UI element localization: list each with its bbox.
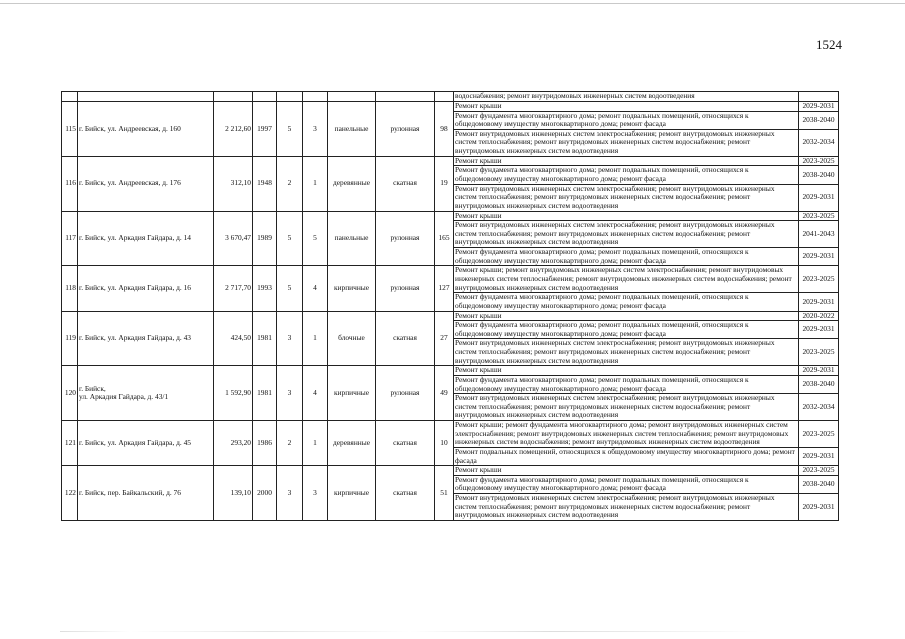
work-period: 2029-2031 (799, 366, 839, 376)
floors-cell: 5 (277, 266, 303, 311)
work-period: 2023-2025 (799, 266, 839, 293)
work-period: 2023-2025 (799, 466, 839, 476)
work-period: 2032-2034 (799, 129, 839, 156)
work-description: Ремонт крыши (454, 466, 799, 476)
year-cell: 1997 (253, 102, 277, 157)
wall-material-cell: кирпичные (328, 266, 376, 311)
work-period: 2029-2031 (799, 293, 839, 311)
residents-cell: 165 (435, 211, 454, 266)
work-period: 2038-2040 (799, 475, 839, 493)
table-row (62, 421, 839, 448)
row-number: 119 (62, 311, 78, 366)
roof-type-cell: рулонная (376, 102, 435, 157)
table-row (62, 156, 839, 166)
area-cell: 139,10 (214, 466, 253, 521)
entrances-cell: 1 (303, 311, 328, 366)
address-cell: г. Бийск, пер. Байкальский, д. 76 (78, 466, 214, 521)
work-description: Ремонт фундамента многоквартирного дома; ремонт подвальных помещений, относящихся к общедомовому имуществу многоквартирного дома; ремонт фасада (454, 248, 799, 266)
work-period: 2029-2031 (799, 248, 839, 266)
work-period: 2023-2025 (799, 156, 839, 166)
work-description: Ремонт внутридомовых инженерных систем электроснабжения; ремонт внутридомовых инженерных систем теплоснабжения; ремонт внутридомовых инженерных систем водоснабжения; ремонт внутридомовых инженерных систем водоотведения (454, 129, 799, 156)
scan-top-edge (0, 3, 905, 4)
entrances-cell: 3 (303, 466, 328, 521)
empty-cell (328, 92, 376, 102)
work-description: Ремонт фундамента многоквартирного дома; ремонт подвальных помещений, относящихся к общедомовому имуществу многоквартирного дома; ремонт фасада (454, 293, 799, 311)
work-period: 2029-2031 (799, 321, 839, 339)
roof-type-cell: скатная (376, 311, 435, 366)
roof-type-cell: скатная (376, 421, 435, 466)
floors-cell: 5 (277, 102, 303, 157)
year-cell: 1993 (253, 266, 277, 311)
residents-cell: 10 (435, 421, 454, 466)
address-line-1: г. Бийск, (79, 383, 106, 393)
table-row (62, 311, 839, 321)
work-period: 2038-2040 (799, 375, 839, 393)
table-row (62, 266, 839, 293)
year-cell: 1948 (253, 156, 277, 211)
work-description: Ремонт крыши; ремонт внутридомовых инженерных систем электроснабжения; ремонт внутридомовых инженерных систем теплоснабжения; ремонт внутридомовых инженерных систем водоснабжения; ремонт внутридомовых инженерных систем водоотведения (454, 266, 799, 293)
work-period: 2020-2022 (799, 311, 839, 321)
address-cell: г. Бийск, ул. Аркадия Гайдара, д. 45 (78, 421, 214, 466)
roof-type-cell: рулонная (376, 266, 435, 311)
work-period: 2029-2031 (799, 102, 839, 112)
empty-cell (277, 92, 303, 102)
wall-material-cell: кирпичные (328, 466, 376, 521)
year-cell: 1981 (253, 366, 277, 421)
entrances-cell: 1 (303, 421, 328, 466)
table-row (62, 466, 839, 476)
row-number: 117 (62, 211, 78, 266)
empty-cell (303, 92, 328, 102)
work-description: Ремонт фундамента многоквартирного дома; ремонт подвальных помещений, относящихся к общедомовому имуществу многоквартирного дома; ремонт фасада (454, 111, 799, 129)
row-number: 115 (62, 102, 78, 157)
work-description: Ремонт фундамента многоквартирного дома; ремонт подвальных помещений, относящихся к общедомовому имуществу многоквартирного дома; ремонт фасада (454, 475, 799, 493)
row-number: 121 (62, 421, 78, 466)
work-description: Ремонт внутридомовых инженерных систем электроснабжения; ремонт внутридомовых инженерных систем теплоснабжения; ремонт внутридомовых инженерных систем водоснабжения; ремонт внутридомовых инженерных систем водоотведения (454, 184, 799, 211)
entrances-cell: 5 (303, 211, 328, 266)
area-cell: 293,20 (214, 421, 253, 466)
work-period: 2041-2043 (799, 221, 839, 248)
work-period: 2029-2031 (799, 494, 839, 521)
repair-schedule-table (61, 91, 839, 521)
entrances-cell: 4 (303, 366, 328, 421)
address-cell: г. Бийск, ул. Аркадия Гайдара, д. 43 (78, 311, 214, 366)
floors-cell: 3 (277, 311, 303, 366)
address-cell (78, 366, 214, 421)
work-period: 2038-2040 (799, 166, 839, 184)
year-cell: 1986 (253, 421, 277, 466)
floors-cell: 3 (277, 366, 303, 421)
table-row (62, 211, 839, 221)
table-row (62, 102, 839, 112)
work-period: 2023-2025 (799, 421, 839, 448)
residents-cell: 98 (435, 102, 454, 157)
empty-cell (78, 92, 214, 102)
wall-material-cell: панельные (328, 211, 376, 266)
work-description: Ремонт подвальных помещений, относящихся к общедомовому имуществу многоквартирного дома; ремонт фасада (454, 448, 799, 466)
work-description: Ремонт фундамента многоквартирного дома; ремонт подвальных помещений, относящихся к общедомовому имуществу многоквартирного дома; ремонт фасада (454, 166, 799, 184)
work-description: Ремонт крыши (454, 102, 799, 112)
residents-cell: 49 (435, 366, 454, 421)
area-cell: 2 717,70 (214, 266, 253, 311)
wall-material-cell: кирпичные (328, 366, 376, 421)
wall-material-cell: деревянные (328, 156, 376, 211)
work-period: 2038-2040 (799, 111, 839, 129)
work-period: 2029-2031 (799, 184, 839, 211)
work-period: 2023-2025 (799, 211, 839, 221)
roof-type-cell: рулонная (376, 366, 435, 421)
work-description: Ремонт крыши (454, 211, 799, 221)
wall-material-cell: панельные (328, 102, 376, 157)
wall-material-cell: деревянные (328, 421, 376, 466)
work-period: 2023-2025 (799, 339, 839, 366)
address-cell: г. Бийск, ул. Аркадия Гайдара, д. 16 (78, 266, 214, 311)
year-cell: 2000 (253, 466, 277, 521)
entrances-cell: 4 (303, 266, 328, 311)
work-description: Ремонт внутридомовых инженерных систем электроснабжения; ремонт внутридомовых инженерных систем теплоснабжения; ремонт внутридомовых инженерных систем водоснабжения; ремонт внутридомовых инженерных систем водоотведения (454, 221, 799, 248)
empty-cell (62, 92, 78, 102)
row-number: 120 (62, 366, 78, 421)
work-description: Ремонт внутридомовых инженерных систем электроснабжения; ремонт внутридомовых инженерных систем теплоснабжения; ремонт внутридомовых инженерных систем водоснабжения; ремонт внутридомовых инженерных систем водоотведения (454, 394, 799, 421)
empty-cell (376, 92, 435, 102)
year-cell: 1989 (253, 211, 277, 266)
residents-cell: 27 (435, 311, 454, 366)
row-number: 116 (62, 156, 78, 211)
address-cell: г. Бийск, ул. Аркадия Гайдара, д. 14 (78, 211, 214, 266)
address-line-2: ул. Аркадия Гайдара, д. 43/1 (79, 392, 169, 402)
empty-cell (799, 92, 839, 102)
entrances-cell: 1 (303, 156, 328, 211)
row-number: 118 (62, 266, 78, 311)
work-description: Ремонт крыши (454, 311, 799, 321)
address-cell: г. Бийск, ул. Андреевская, д. 160 (78, 102, 214, 157)
area-cell: 1 592,90 (214, 366, 253, 421)
work-description: Ремонт крыши; ремонт фундамента многоквартирного дома; ремонт внутридомовых инженерных систем электроснабжения; ремонт внутридомовых инженерных систем теплоснабжения; ремонт внутридомовых инженерных систем водоснабжения; ремонт внутридомовых инженерных систем водоотведения (454, 421, 799, 448)
work-description: Ремонт крыши (454, 156, 799, 166)
work-description: водоснабжения; ремонт внутридомовых инженерных систем водоотведения (454, 92, 799, 102)
work-description: Ремонт внутридомовых инженерных систем электроснабжения; ремонт внутридомовых инженерных систем теплоснабжения; ремонт внутридомовых инженерных систем водоснабжения; ремонт внутридомовых инженерных систем водоотведения (454, 339, 799, 366)
address-cell: г. Бийск, ул. Андреевская, д. 176 (78, 156, 214, 211)
roof-type-cell: скатная (376, 466, 435, 521)
scan-bottom-edge (60, 631, 760, 632)
table-row-continued (62, 92, 839, 102)
work-description: Ремонт внутридомовых инженерных систем электроснабжения; ремонт внутридомовых инженерных систем теплоснабжения; ремонт внутридомовых инженерных систем водоснабжения; ремонт внутридомовых инженерных систем водоотведения (454, 494, 799, 521)
area-cell: 2 212,60 (214, 102, 253, 157)
year-cell: 1981 (253, 311, 277, 366)
table-row (62, 366, 839, 376)
work-description: Ремонт крыши (454, 366, 799, 376)
empty-cell (214, 92, 253, 102)
roof-type-cell: скатная (376, 156, 435, 211)
work-period: 2032-2034 (799, 394, 839, 421)
area-cell: 312,10 (214, 156, 253, 211)
floors-cell: 2 (277, 156, 303, 211)
residents-cell: 127 (435, 266, 454, 311)
entrances-cell: 3 (303, 102, 328, 157)
work-period: 2029-2031 (799, 448, 839, 466)
empty-cell (435, 92, 454, 102)
page-number: 1524 (816, 37, 842, 52)
roof-type-cell: рулонная (376, 211, 435, 266)
floors-cell: 5 (277, 211, 303, 266)
area-cell: 424,50 (214, 311, 253, 366)
row-number: 122 (62, 466, 78, 521)
wall-material-cell: блочные (328, 311, 376, 366)
floors-cell: 2 (277, 421, 303, 466)
residents-cell: 19 (435, 156, 454, 211)
floors-cell: 3 (277, 466, 303, 521)
work-description: Ремонт фундамента многоквартирного дома; ремонт подвальных помещений, относящихся к общедомовому имуществу многоквартирного дома; ремонт фасада (454, 321, 799, 339)
work-description: Ремонт фундамента многоквартирного дома; ремонт подвальных помещений, относящихся к общедомовому имуществу многоквартирного дома; ремонт фасада (454, 375, 799, 393)
empty-cell (253, 92, 277, 102)
residents-cell: 51 (435, 466, 454, 521)
table-body (62, 92, 839, 521)
area-cell: 3 670,47 (214, 211, 253, 266)
